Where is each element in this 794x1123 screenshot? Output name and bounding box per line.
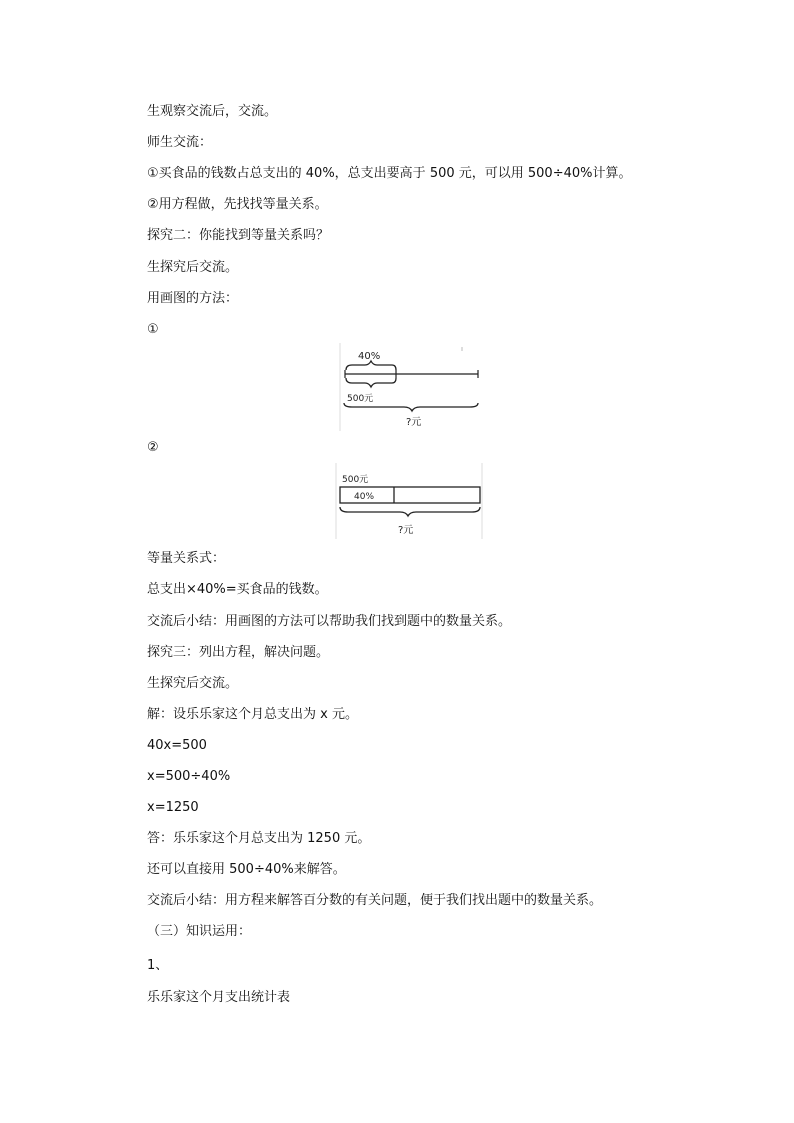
- section-heading: 探究三：列出方程，解决问题。: [147, 645, 330, 660]
- label-500-yuan: 500元: [342, 475, 369, 485]
- text-line: 生观察交流后，交流。: [147, 104, 278, 119]
- brace-total: [340, 507, 480, 516]
- text-line: 师生交流：: [147, 135, 213, 150]
- brace-top: [346, 361, 396, 370]
- section-heading: 探究二：你能找到等量关系吗？: [147, 228, 330, 243]
- math-line: x=1250: [147, 800, 199, 815]
- label-40-percent: 40%: [354, 492, 375, 502]
- solution-text: 解：设乐乐家这个月总支出为 x 元。: [147, 707, 358, 722]
- brace-total: [344, 403, 478, 411]
- text-line: 等量关系式：: [147, 551, 226, 566]
- label-40-percent: 40%: [358, 351, 381, 362]
- math-line: 40x=500: [147, 738, 207, 753]
- bar-diagram: [334, 463, 486, 539]
- equation-text: 总支出×40%=买食品的钱数。: [147, 582, 328, 597]
- label-unknown-yuan: ?元: [398, 525, 414, 536]
- figure-number: ②: [147, 440, 159, 455]
- line-segment-diagram: [338, 343, 483, 431]
- figure-number: ①: [147, 322, 159, 337]
- brace-bottom: [346, 378, 396, 387]
- section-heading: （三）知识运用：: [147, 924, 252, 939]
- text-line: ①买食品的钱数占总支出的 40%，总支出要高于 500 元，可以用 500÷40%计算。: [147, 166, 632, 181]
- question-number: 1、: [147, 958, 169, 973]
- summary-text: 交流后小结：用方程来解答百分数的有关问题，便于我们找出题中的数量关系。: [147, 893, 603, 908]
- text-line: 还可以直接用 500÷40%来解答。: [147, 862, 346, 877]
- label-unknown-yuan: ?元: [406, 417, 422, 428]
- text-line: 用画图的方法：: [147, 291, 239, 306]
- label-500-yuan: 500元: [347, 394, 374, 404]
- text-line: 生探究后交流。: [147, 676, 239, 691]
- text-line: ②用方程做，先找找等量关系。: [147, 197, 328, 212]
- summary-text: 交流后小结：用画图的方法可以帮助我们找到题中的数量关系。: [147, 614, 512, 629]
- table-caption: 乐乐家这个月支出统计表: [147, 990, 291, 1005]
- math-line: x=500÷40%: [147, 769, 231, 784]
- answer-text: 答：乐乐家这个月总支出为 1250 元。: [147, 831, 371, 846]
- text-line: 生探究后交流。: [147, 260, 239, 275]
